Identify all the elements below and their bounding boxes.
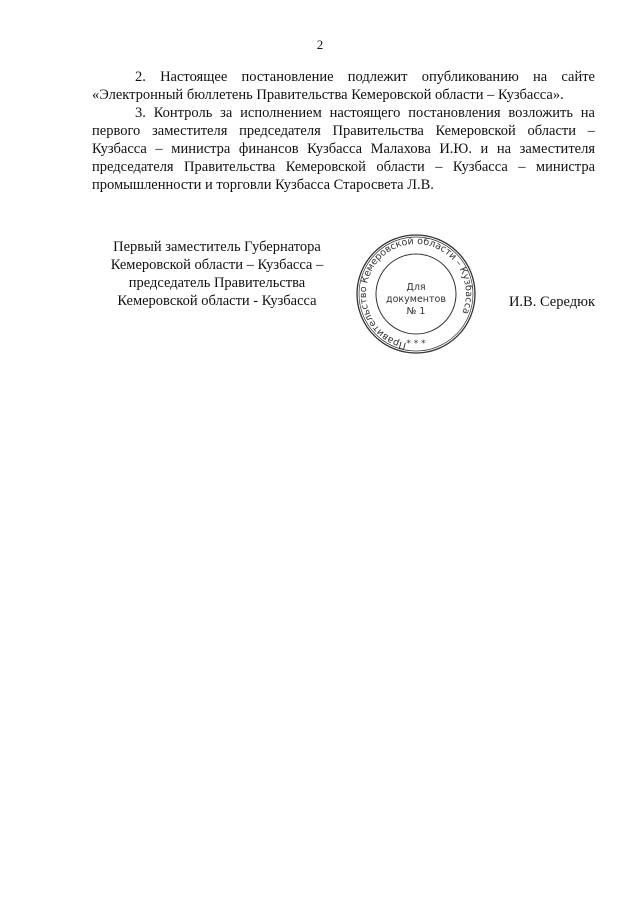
seal-graphic <box>354 232 478 356</box>
signatory-title-line: Первый заместитель Губернатора <box>113 239 321 255</box>
paragraph-control: 3. Контроль за исполнением настоящего постановления возложить на первого заместителя председателя Правительства Кемеровской области – Кузбасса – министра финансов Кузбасса Малахова И.Ю. и на заместителя председателя Правительства Кемеровской области – Кузбасса – министра промышленности и торговли Кузбасса Старосвета Л.В. <box>92 105 595 193</box>
signatory-title-line: Кемеровской области – Кузбасса – <box>110 257 324 273</box>
seal-center-line: документов <box>386 294 446 305</box>
paragraph-publication: 2. Настоящее постановление подлежит опубликованию на сайте «Электронный бюллетень Правительства Кемеровской области – Кузбасса». <box>92 69 595 103</box>
seal-stars: * * * <box>406 339 426 349</box>
signatory-name: И.В. Середюк <box>508 294 595 310</box>
official-seal <box>354 232 478 356</box>
signatory-title <box>92 238 342 310</box>
seal-ring-text: Правительство Кемеровской области – Кузбасса <box>357 235 475 351</box>
signatory-title-line: председатель Правительства <box>128 275 306 291</box>
document-body <box>92 68 595 194</box>
signatory-title-line: Кемеровской области - Кузбасса <box>117 293 317 309</box>
seal-center-line: Для <box>406 282 426 293</box>
page-number: 2 <box>316 37 324 52</box>
seal-center-line: № 1 <box>406 306 426 317</box>
signature-block <box>92 235 595 368</box>
